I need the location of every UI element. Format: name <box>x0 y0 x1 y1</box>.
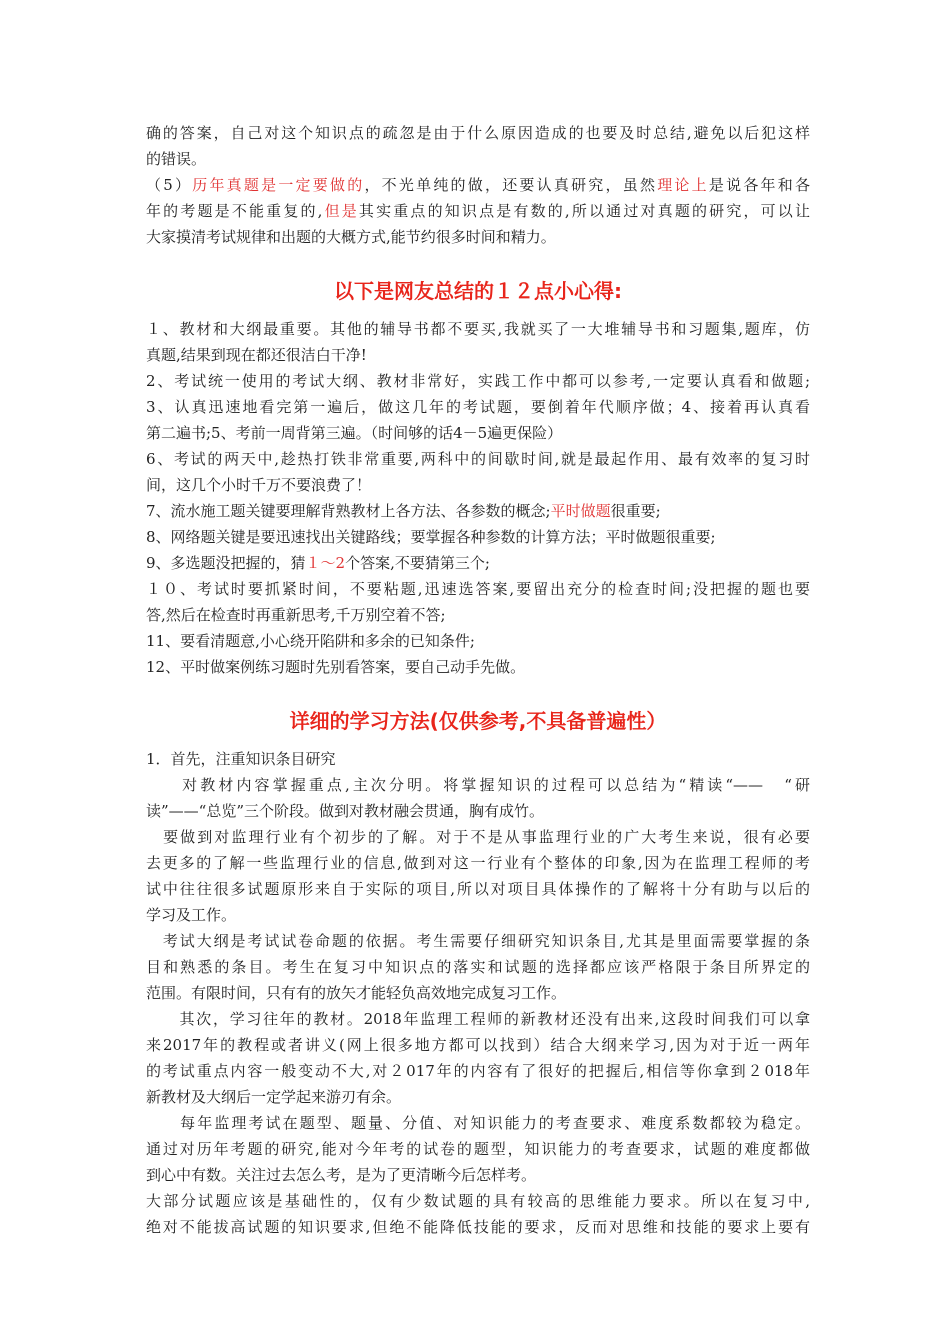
text-line: 的错误。 <box>146 150 207 168</box>
method-line: 绝对不能拔高试题的知识要求,但绝不能降低技能的要求，反而对思维和技能的要求上要有 <box>146 1218 810 1236</box>
highlight-text: 平时做题 <box>550 502 611 520</box>
tip-line: 11、要看清题意,小心绕开陷阱和多余的已知条件; <box>146 632 475 650</box>
paragraph-5-line <box>146 172 810 198</box>
tip-line: 第二遍书;5、考前一周背第三遍。（时间够的话4－5遍更保险） <box>146 424 563 442</box>
tip-line <box>146 550 810 576</box>
tip-line: 12、平时做案例练习题时先别看答案，要自己动手先做。 <box>146 658 526 676</box>
text-line <box>146 198 810 224</box>
text-line: 确的答案，自己对这个知识点的疏忽是由于什么原因造成的也要及时总结,避免以后犯这样 <box>146 124 810 142</box>
text: （5） <box>146 176 193 194</box>
tip-line: １０、考试时要抓紧时间，不要粘题,迅速选答案,要留出充分的检查时间;没把握的题也要 <box>146 580 810 598</box>
text: 很重要; <box>610 502 661 520</box>
highlight-text: １～2 <box>305 554 346 572</box>
method-line: 来2017年的教程或者讲义(网上很多地方都可以找到）结合大纲来学习,因为对于近一两年 <box>146 1036 810 1054</box>
method-line: 新教材及大纲后一定学起来游刃有余。 <box>146 1088 402 1106</box>
method-line: 大部分试题应该是基础性的，仅有少数试题的具有较高的思维能力要求。所以在复习中, <box>146 1192 810 1210</box>
tip-line: 8、网络题关键是要迅速找出关键路线；要掌握各种参数的计算方法；平时做题很重要; <box>146 528 716 546</box>
method-line: 要做到对监理行业有个初步的了解。对于不是从事监理行业的广大考生来说，很有必要 <box>146 828 810 846</box>
tip-line: 2、考试统一使用的考试大纲、教材非常好，实践工作中都可以参考,一定要认真看和做题; <box>146 372 810 390</box>
method-line: 通过对历年考题的研究,能对今年考的试卷的题型，知识能力的考查要求，试题的难度都做 <box>146 1140 810 1158</box>
method-line: 的考试重点内容一般变动不大,对２017年的内容有了很好的把握后,相信等你拿到２018年 <box>146 1062 810 1080</box>
method-line: 试中往往很多试题原形来自于实际的项目,所以对项目具体操作的了解将十分有助与以后的 <box>146 880 810 898</box>
method-line: 读”——“总览”三个阶段。做到对教材融会贯通，胸有成竹。 <box>146 802 545 820</box>
method-line: 到心中有数。关注过去怎么考，是为了更清晰今后怎样考。 <box>146 1166 537 1184</box>
text: ，不光单纯的做，还要认真研究，虽然 <box>364 176 658 194</box>
text: 年的考题是不能重复的, <box>146 202 323 220</box>
text: 其实重点的知识点是有数的,所以通过对真题的研究，可以让 <box>358 202 810 220</box>
tip-line: 3、认真迅速地看完第一遍后，做这几年的考试题，要倒着年代顺序做；4、接着再认真看 <box>146 398 810 416</box>
method-line: 去更多的了解一些监理行业的信息,做到对这一行业有个整体的印象,因为在监理工程师的考 <box>146 854 810 872</box>
method-line: 其次，学习往年的教材。2018年监理工程师的新教材还没有出来,这段时间我们可以拿 <box>146 1010 810 1028</box>
tip-line: 6、考试的两天中,趁热打铁非常重要,两科中的间歇时间,就是最起作用、最有效率的复习时 <box>146 450 810 468</box>
method-line: 每年监理考试在题型、题量、分值、对知识能力的考查要求、难度系数都较为稳定。 <box>146 1114 810 1132</box>
highlight-text: 理论上 <box>657 176 709 194</box>
method-line: 学习及工作。 <box>146 906 237 924</box>
method-line: 范围。有限时间，只有有的放矢才能轻负高效地完成复习工作。 <box>146 984 567 1002</box>
text: 是说各年和各 <box>708 176 810 194</box>
tip-line: 真题,结果到现在都还很洁白干净! <box>146 346 367 364</box>
method-line: 考试大纲是考试试卷命题的依据。考生需要仔细研究知识条目,尤其是里面需要掌握的条 <box>146 932 810 950</box>
tip-line: 答,然后在检查时再重新思考,千万别空着不答; <box>146 606 446 624</box>
document-page <box>146 120 810 1240</box>
section-heading: 以下是网友总结的１２点小心得: <box>334 279 622 303</box>
section-heading: 详细的学习方法(仅供参考,不具备普遍性） <box>289 709 667 733</box>
method-line: 对教材内容掌握重点,主次分明。将掌握知识的过程可以总结为“精读“—— “研 <box>146 776 810 794</box>
text-line: 大家摸清考试规律和出题的大概方式,能节约很多时间和精力。 <box>146 228 556 246</box>
highlight-text: 但是 <box>322 202 359 220</box>
method-line: 1．首先，注重知识条目研究 <box>146 750 336 768</box>
text: 个答案,不要猜第三个; <box>345 554 490 572</box>
text: 9、多选题没把握的，猜 <box>146 554 306 572</box>
highlight-text: 历年真题是一定要做的 <box>192 176 365 194</box>
tip-line: 间，这几个小时千万不要浪费了！ <box>146 476 372 494</box>
tip-line: １、教材和大纲最重要。其他的辅导书都不要买,我就买了一大堆辅导书和习题集,题库，仿 <box>146 320 810 338</box>
method-line: 目和熟悉的条目。考生在复习中知识点的落实和试题的选择都应该严格限于条目所界定的 <box>146 958 810 976</box>
tip-line <box>146 498 810 524</box>
text: 7、流水施工题关键要理解背熟教材上各方法、各参数的概念; <box>146 502 551 520</box>
